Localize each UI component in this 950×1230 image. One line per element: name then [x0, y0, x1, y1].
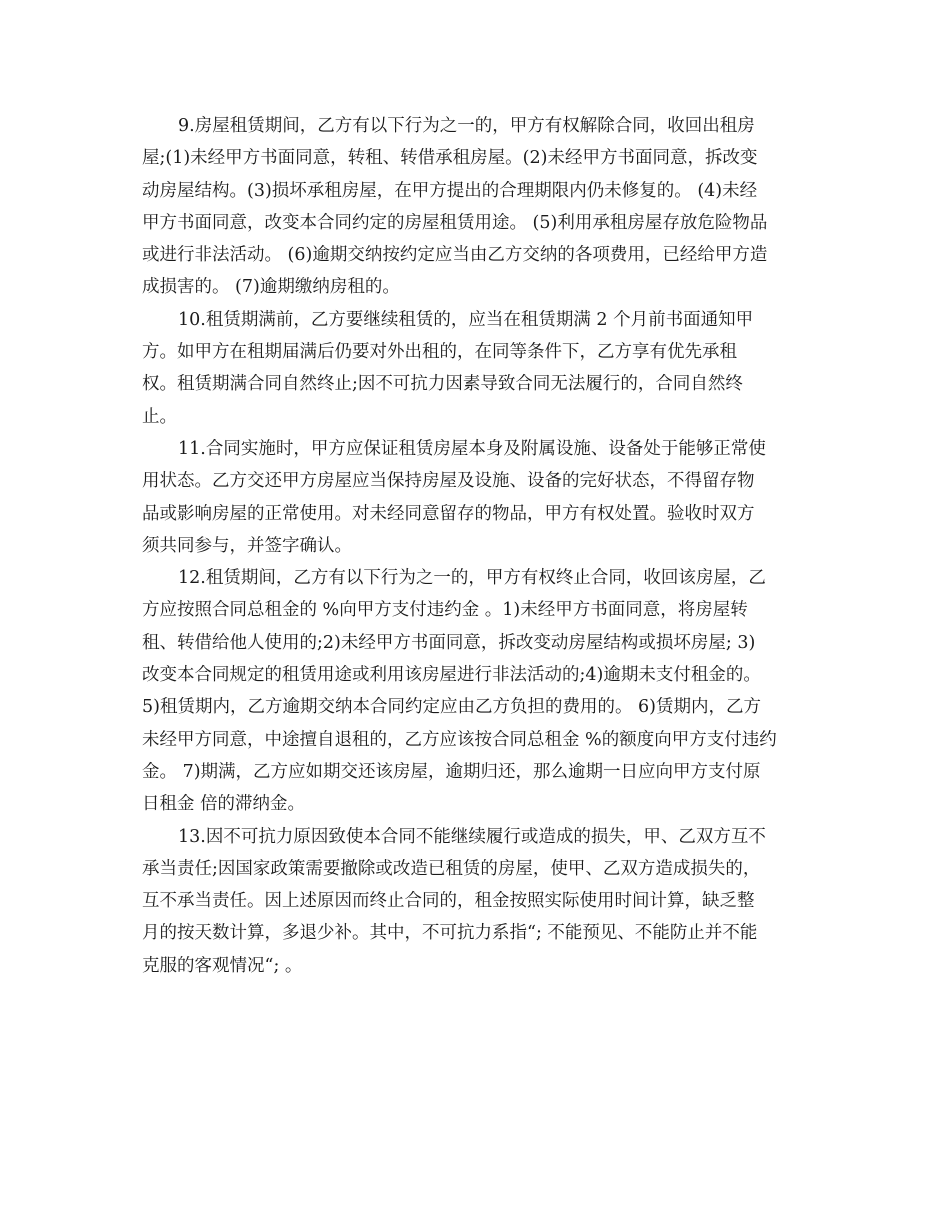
text-line: 金。 7)期满，乙方应如期交还该房屋，逾期归还，那么逾期一日应向甲方支付原 — [142, 761, 761, 782]
text-line: 用状态。乙方交还甲方房屋应当保持房屋及设施、设备的完好状态，不得留存物 — [142, 471, 755, 492]
text-line: 克服的客观情况“; 。 — [142, 955, 303, 976]
text-line: 月的按天数计算，多退少补。其中，不可抗力系指“; 不能预见、不能防止并不能 — [142, 923, 758, 944]
document-body — [142, 110, 814, 982]
text-line: 动房屋结构。(3)损坏承租房屋，在甲方提出的合理期限内仍未修复的。 (4)未经 — [142, 180, 758, 201]
text-line: 9.房屋租赁期间，乙方有以下行为之一的，甲方有权解除合同，收回出租房 — [178, 116, 755, 136]
clause-11 — [142, 433, 814, 562]
text-line: 须共同参与，并签字确认。 — [142, 535, 352, 556]
text-line: 租、转借给他人使用的;2)未经甲方书面同意，拆改变动房屋结构或损坏房屋; 3) — [142, 632, 756, 653]
text-line: 11.合同实施时，甲方应保证租赁房屋本身及附属设施、设备处于能够正常使 — [178, 438, 766, 459]
text-line: 未经甲方同意，中途擅自退租的，乙方应该按合同总租金 %的额度向甲方支付违约 — [142, 729, 777, 750]
text-line: 品或影响房屋的正常使用。对未经同意留存的物品，甲方有权处置。验收时双方 — [142, 503, 755, 524]
text-line: 12.租赁期间，乙方有以下行为之一的，甲方有权终止合同，收回该房屋，乙 — [178, 568, 766, 589]
text-line: 10.租赁期满前，乙方要继续租赁的，应当在租赁期满 2 个月前书面通知甲 — [178, 309, 754, 330]
text-line: 权。租赁期满合同自然终止;因不可抗力因素导致合同无法履行的，合同自然终 — [142, 374, 743, 395]
text-line: 方。如甲方在租期届满后仍要对外出租的，在同等条件下，乙方享有优先承租 — [142, 342, 737, 363]
text-line: 甲方书面同意，改变本合同约定的房屋租赁用途。 (5)利用承租房屋存放危险物品 — [142, 212, 768, 233]
text-line: 承当责任;因国家政策需要撤除或改造已租赁的房屋，使甲、乙双方造成损失的， — [142, 858, 761, 879]
text-line: 方应按照合同总租金的 %向甲方支付违约金 。1)未经甲方书面同意，将房屋转 — [142, 600, 748, 621]
text-line: 屋;(1)未经甲方书面同意，转租、转借承租房屋。(2)未经甲方书面同意，拆改变 — [142, 148, 758, 169]
clause-12 — [142, 562, 814, 820]
text-line: 互不承当责任。因上述原因而终止合同的，租金按照实际使用时间计算，缺乏整 — [142, 891, 755, 912]
text-line: 日租金 倍的滞纳金。 — [142, 794, 306, 815]
text-line: 5)租赁期内，乙方逾期交纳本合同约定应由乙方负担的费用的。 6)赁期内，乙方 — [142, 697, 761, 718]
text-line: 止。 — [142, 406, 177, 427]
clause-10 — [142, 304, 814, 433]
clause-13 — [142, 821, 814, 982]
text-line: 成损害的。 (7)逾期缴纳房租的。 — [142, 277, 400, 298]
text-line: 改变本合同规定的租赁用途或利用该房屋进行非法活动的;4)逾期未支付租金的。 — [142, 665, 761, 686]
clause-9 — [142, 110, 814, 304]
text-line: 13.因不可抗力原因致使本合同不能继续履行或造成的损失，甲、乙双方互不 — [178, 826, 766, 847]
text-line: 或进行非法活动。 (6)逾期交纳按约定应当由乙方交纳的各项费用，已经给甲方造 — [142, 245, 768, 266]
